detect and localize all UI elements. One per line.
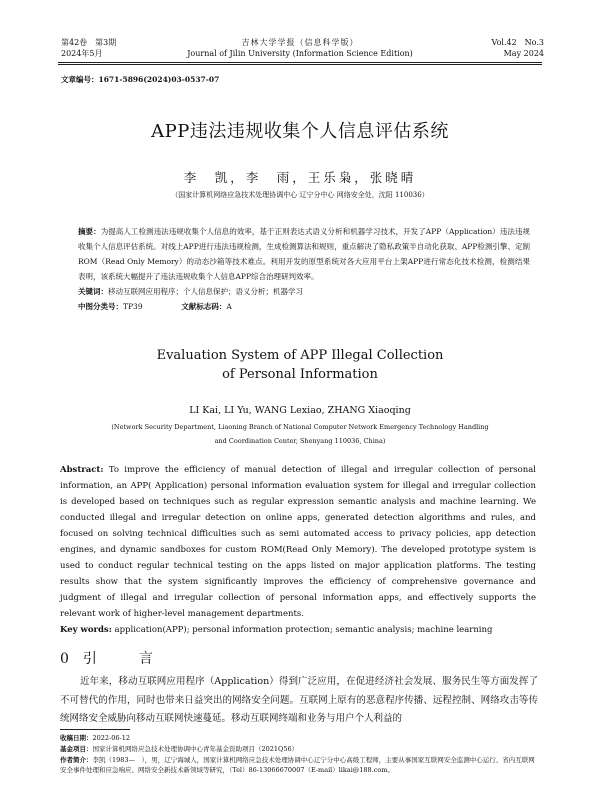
abstract-en-label: Abstract: [60, 465, 104, 475]
keywords-en-text: application(APP); personal information protection; semantic analysis; machine learning [114, 625, 493, 635]
header-right [492, 37, 544, 59]
abstract-en-text: To improve the efficiency of manual detection of illegal and irregular collection of personal information, an APP( Application) personal information evaluation system for illegal and irregular collection is developed based on techniques such as regular expression semantic analysis and machine learning. We conducted illegal and irregular detection on online apps, generated detection algorithms and rules, and focused on solving technical difficulties such as semi automated access to privacy policies, app detection engines, and dynamic sandboxes for custom ROM(Read Only Memory). The developed prototype system is used to conduct regular technical testing on the apps listed on major application platforms. The testing results show that the system significantly improves the efficiency of comprehensive governance and judgment of illegal and irregular collection of personal information apps, and effectively supports the relevant work of higher-level management departments. [60, 465, 536, 619]
section-number: 0 [60, 651, 83, 667]
authors-cn: 李 凯，李 雨，王乐枭，张晓晴 [183, 170, 417, 185]
footnote-rule [60, 729, 130, 730]
affiliation-en-line1: (Network Security Department, Liaoning Branch of National Computer Network Emergency Technology Handling [111, 423, 489, 431]
body-paragraph: 近年来，移动互联网应用程序（Application）得到广泛应用，在促进经济社会发展、服务民生等方面发挥了不可替代的作用，同时也带来日益突出的网络安全问题。互联网上原有的恶意程序传播、远程控制、网络攻击等传统网络安全威胁向移动互联网快速蔓延。移动互联网终端和业务与用户个人利益的 [60, 676, 538, 724]
abstract-en-block [60, 462, 536, 638]
affiliation-en-line2: and Coordination Center, Shenyang 110036, China) [214, 437, 386, 445]
abstract-cn-text: 为提高人工检测违法违规收集个人信息的效率，基于正则表达式语义分析和机器学习技术，开发了APP（Application）违法违规收集个人信息评估系统。对线上APP进行违法违规检测，生成检测算法和规则，重点解决了隐私政策半自动化获取、APP检测引擎、定制ROM（Read Only Memory）的动态沙箱等技术难点。利用开发的原型系统对各大应用平台上架APP进行常态化技术检测，检测结果表明，该系统大幅提升了违法违规收集个人信息APP综合治理研判效率。 [78, 227, 530, 281]
keywords-en-label: Key words: [60, 625, 112, 635]
journal-name-en: Journal of Jilin University (Information Science Edition) [187, 49, 413, 58]
abstract-cn [78, 224, 530, 284]
clc-label: 中图分类号： [78, 302, 123, 311]
author-bio-label: 作者简介： [60, 756, 93, 764]
date-en: May 2024 [503, 49, 544, 58]
abstract-cn-label: 摘要： [78, 227, 101, 236]
authors-en: LI Kai, LI Yu, WANG Lexiao, ZHANG Xiaoqing [189, 405, 411, 416]
header-rule-bottom [58, 64, 542, 65]
volume-cn: 第42卷 第3期 [61, 38, 117, 47]
keywords-cn-text: 移动互联网应用程序；个人信息保护；语义分析；机器学习 [108, 287, 303, 296]
paper-title-en-line2: of Personal Information [222, 367, 378, 382]
doc-code-label: 文献标志码： [181, 302, 227, 311]
footnote-received [60, 733, 540, 743]
article-number: 文章编号：1671-5896(2024)03-0537-07 [61, 75, 220, 84]
author-bio-text: 李凯（1983— ），男，辽宁海城人，国家计算机网络应急技术处理协调中心辽宁分中心高级工程师，主要从事国家互联网安全监测中心运行、省内互联网安全事件处理和应急响应、网络安全新技术新领域等研究，（Tel）86-13066670007（E-mail）likai@188.com。 [60, 756, 535, 774]
doc-code-value: A [226, 302, 232, 311]
abstract-cn-block [78, 224, 530, 314]
volume-en: Vol.42 No.3 [491, 38, 544, 47]
keywords-cn [78, 284, 530, 299]
received-label: 收稿日期： [60, 734, 93, 742]
fund-label: 基金项目： [60, 745, 93, 753]
clc-value: TP39 [123, 302, 143, 311]
header-rule-top [58, 62, 542, 63]
affiliation-cn: （国家计算机网络应急技术处理协调中心 辽宁分中心 网络安全处，沈阳 110036） [171, 191, 429, 199]
footnote-author [60, 755, 540, 775]
journal-name-cn: 吉林大学学报（信息科学版） [241, 38, 359, 47]
fund-text: 国家计算机网络应急技术处理协调中心青年基金资助项目（2021Q56） [92, 745, 299, 753]
footnote-fund [60, 744, 540, 754]
received-date: 2022-06-12 [92, 734, 130, 742]
section-heading [60, 648, 167, 668]
classification-line [78, 299, 530, 314]
paper-title-cn: APP违法违规收集个人信息评估系统 [151, 121, 449, 142]
keywords-cn-label: 关键词： [78, 287, 108, 296]
section-title: 引 言 [82, 651, 167, 667]
date-cn: 2024年5月 [61, 49, 103, 58]
keywords-en [60, 622, 536, 638]
paper-title-en-line1: Evaluation System of APP Illegal Collection [156, 348, 444, 363]
abstract-en [60, 462, 536, 622]
